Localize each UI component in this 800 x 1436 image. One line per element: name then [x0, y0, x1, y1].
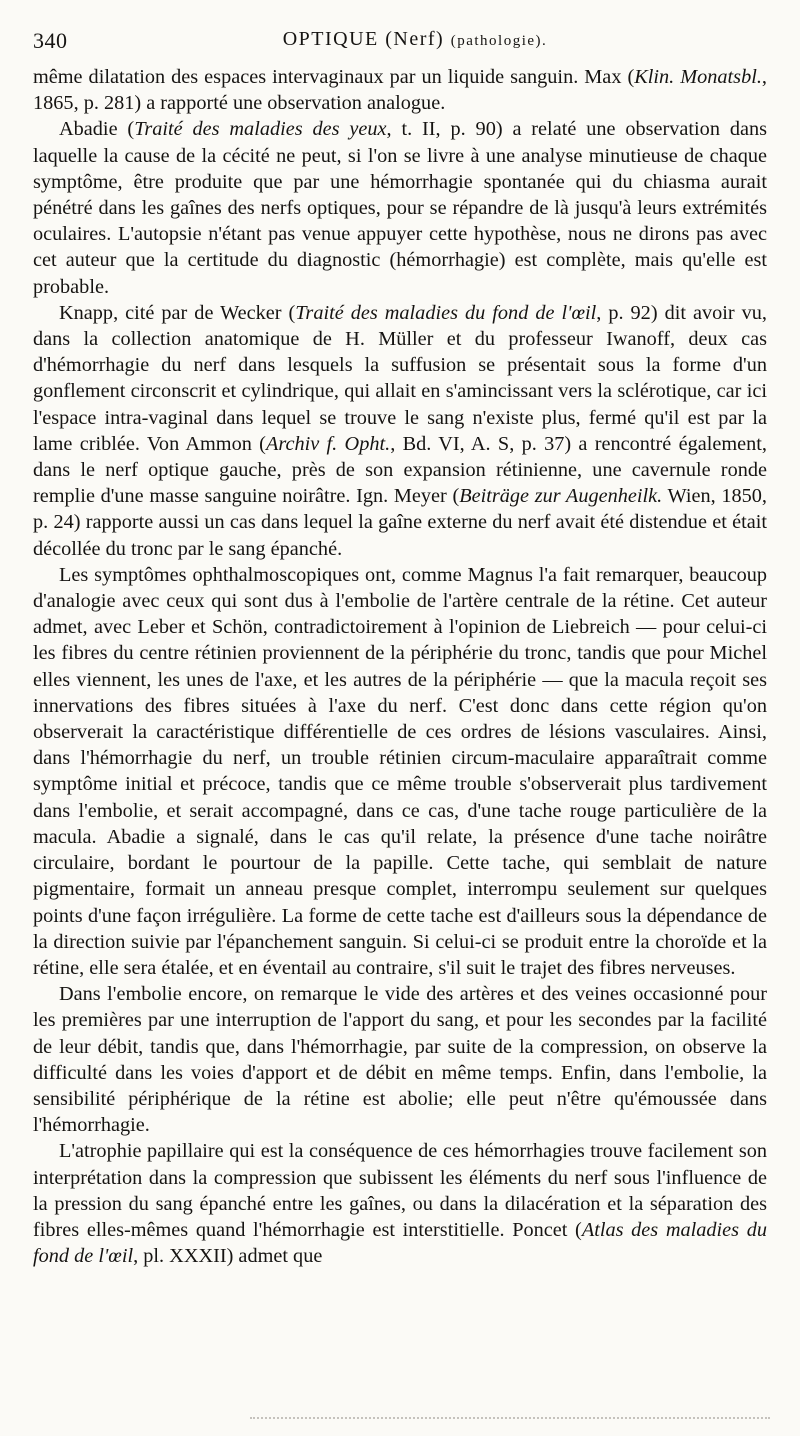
page-number: 340 [33, 28, 68, 53]
citation: Archiv f. Opht. [265, 432, 391, 455]
paragraph-abadie: Abadie (Traité des maladies des yeux, t. II, p. 90) a relaté une observation dans laquelle la cause de la cécité ne peut, si l'on se livre à une analyse minutieuse de chaque symptôme, être produite que par une hémorrhagie spontanée qui du chiasma aurait pénétré dans les gaînes des nerfs optiques, pour se répandre de là jusqu'à leurs extrémités oculaires. L'autopsie n'étant pas venue appuyer cette hypothèse, nous ne dirons pas avec cet auteur que la certitude du diagnostic (hémorrhagie) est complète, mais qu'elle est probable. [33, 118, 767, 298]
title-optique: OPTIQUE [282, 28, 379, 50]
title-nerf: (Nerf) [385, 28, 445, 50]
paragraph-embolie: Dans l'embolie encore, on remarque le vide des artères et des veines occasionné pour les premières par une interruption de l'apport du sang, et pour les secondes par la facilité de leur débit, tandis que, dans l'hémorrhagie, par suite de la compression, on observe la difficulté dans les voies d'apport et de débit en même temps. Enfin, dans l'embolie, la sensibilité périphérique de la rétine est abolie; elle peut n'être qu'émoussée dans l'hémorrhagie. [33, 983, 767, 1137]
citation: Klin. Monatsbl. [634, 66, 762, 88]
title-pathologie: (pathologie). [450, 33, 548, 49]
citation: Atlas des maladies du fond de l'œil [33, 1218, 767, 1268]
running-title [33, 28, 767, 51]
paragraph-knapp: Knapp, cité par de Wecker (Traité des maladies du fond de l'œil, p. 92) dit avoir vu, dans la collection anatomique de H. Müller et du professeur Iwanoff, deux cas d'hémorrhagie du nerf dans lesquels la suffusion se présentait sous la forme d'un gonflement circonscrit et cylindrique, qui allait en s'amincissant vers la sclérotique, car ici l'espace intra-vaginal dans lequel se trouve le sang n'existe plus, fermé qu'il est par la lame criblée. Von Ammon (Archiv f. Opht., Bd. VI, A. S, p. 37) a rencontré également, dans le nerf optique gauche, près de son expansion rétinienne, une cavernule ronde remplie d'une masse sanguine noirâtre. Ign. Meyer (Beiträge zur Augenheilk. Wien, 1850, p. 24) rapporte aussi un cas dans lequel la gaîne externe du nerf avait été distendue et était décollée du tronc par le sang épanché. [33, 301, 768, 560]
citation: Beiträge zur Augenheilk. [459, 485, 663, 508]
body-text [33, 64, 767, 1269]
paragraph-symptomes: Les symptômes ophthalmoscopiques ont, comme Magnus l'a fait remarquer, beaucoup d'analogie avec ceux qui sont dus à l'embolie de l'artère centrale de la rétine. Cet auteur admet, avec Leber et Schön, contradictoirement à l'opinion de Liebreich — pour celui-ci les fibres du centre rétinien proviennent de la périphérie du tronc, tandis que pour Michel elles viennent, les unes de l'axe, et les autres de la périphérie — que la macula reçoit ses innervations des fibres situées à l'axe du nerf. C'est donc dans cette région qu'on observerait la caractéristique différentielle de ces ordres de lésions vasculaires. Ainsi, dans l'hémorrhagie du nerf, un trouble rétinien circum-maculaire apparaîtrait comme symptôme initial et précoce, tandis que ce même trouble s'observerait plus tardivement dans l'embolie, et serait accompagné, dans ce cas, d'une tache rouge particulière de la macula. Abadie a signalé, dans le cas qu'il relate, la présence d'une tache noirâtre circulaire, bordant le pourtour de la papille. Cette tache, qui semblait de nature pigmentaire, formait un anneau presque complet, interrompu seulement sur quelques points d'une façon irrégulière. La forme de cette tache est d'ailleurs sous la dépendance de la direction suivie par l'épanchement sanguin. Si celui-ci se produit entre la choroïde et la rétine, elle sera étalée, et en éventail au contraire, s'il suit le trajet des fibres nerveuses. [33, 563, 767, 979]
running-head [33, 28, 767, 58]
book-page [33, 28, 767, 1269]
citation: Traité des maladies des yeux [134, 118, 387, 141]
citation: Traité des maladies du fond de l'œil [295, 301, 597, 324]
bottom-scan-mark [250, 1417, 770, 1419]
paragraph-continued: même dilatation des espaces intervaginaux par un liquide sanguin. Max (Klin. Monatsbl., 1865, p. 281) a rapporté une observation analogue. [33, 66, 767, 115]
paragraph-atrophie: L'atrophie papillaire qui est la conséquence de ces hémorrhagies trouve facilement son interprétation dans la compression que subissent les éléments du nerf sous l'influence de la pression du sang épanché entre les gaînes, ou dans la dilacération et la séparation des fibres elles-mêmes quand l'hémorrhagie est interstitielle. Poncet (Atlas des maladies du fond de l'œil, pl. XXXII) admet que [33, 1140, 767, 1268]
